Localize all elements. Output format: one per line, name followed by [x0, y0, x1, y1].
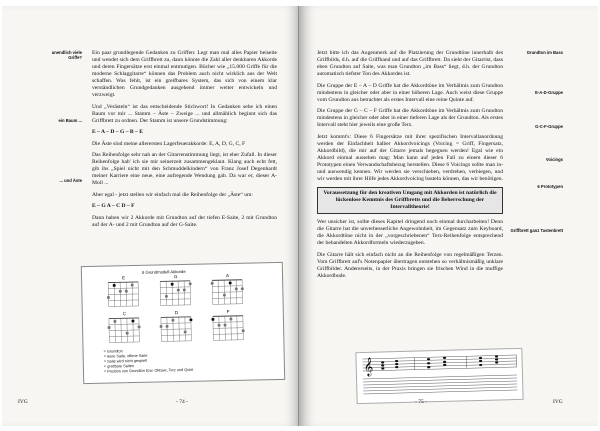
chord-name-label: C: [122, 311, 127, 317]
chord-name-label: F: [226, 309, 230, 315]
footer-code: IVG: [18, 399, 28, 405]
finger-dot: [125, 290, 128, 293]
finger-dot: [119, 290, 122, 293]
margin-note-4: Voicings: [545, 157, 563, 162]
finger-dot: [131, 284, 134, 287]
finger-dot: [189, 282, 192, 285]
finger-dot: [165, 295, 168, 298]
paragraph: Dann haben wir 2 Akkorde mit Grundton auf der tiefen E-Saite, 2 mit Grundton auf der A- und 2 mit Grundton auf der G-Saite.: [92, 214, 277, 228]
finger-dot: [183, 288, 186, 291]
finger-dot: [126, 332, 129, 335]
finger-dot: [113, 284, 116, 287]
finger-dot: [242, 329, 245, 332]
finger-dot: [171, 283, 174, 286]
left-page: [2, 6, 299, 426]
chord-grid-e: [106, 275, 138, 307]
svg-text:𝄞: 𝄞: [363, 356, 374, 376]
finger-dot: [160, 325, 163, 328]
chord-diagram-figure: [81, 262, 285, 384]
staff-and-tab: [356, 349, 522, 403]
finger-dot: [107, 296, 110, 299]
margin-note-1: Grundton im Bass: [526, 50, 563, 55]
finger-dot: [241, 287, 244, 290]
paragraph: Jetzt kommt's: Diese 6 Fingersätze mit ihrer spezifischen Intervallanordnung werden der Einfachheit halber Akkordvoicings (Voicing = Griff, Fingersatz, Akkordbild), die mir auf der Gitarre jemals begegnen werden! Egal wie ein Akkord einmal aussehen mag: Man kann auf jeden Fall zu einem dieser 6 Prototypen einen Verwandschaftsbezug herstellen. Diese 6 Voicings sollte man in- und auswendig kennen. Wir werden sie verschieben, verdrehen, verbiegen, und wir werden mit ihrer Hilfe jedes Akkordvoicing basteln können, das wir benötigen.: [317, 133, 503, 182]
finger-dot: [224, 324, 227, 327]
paragraph: Jetzt bitte ich das Augenmerk auf die Platzierung der Grundtöne innerhalb des Griffbilds, d.h. auf die Griffhand und auf das Griffbrett. Da sieht der Gitarrist, dass eben Grundton auf Saite, was man Grundton „im Bass“ liegt, d.h. der Grundton automatisch tiefster Ton des Akkordes ist.: [317, 50, 503, 77]
right-page: [301, 6, 598, 426]
highlight-box: Voraussetzung für den kreativen Umgang mit Akkorden ist natürlich die lückenlose Kenntnis des Griffbretts und die Beherrschung der Intervalltheorie!: [317, 187, 503, 214]
finger-dot: [218, 324, 221, 327]
margin-note-1: unendlich viele Griffe?: [51, 50, 82, 60]
finger-dot: [166, 325, 169, 328]
paragraph: Die Äste sind meine allerersten Lagerfeuerakkorde: E, A, D, G, C, F: [92, 140, 246, 147]
finger-dot: [223, 294, 226, 297]
finger-dot: [229, 317, 232, 320]
paragraph: Und „Verästeln“ ist das entscheidende Stichwort! In Gedanken sehe ich einen Baum vor mir ... Stamm – Äste – Zweige ... und allmählich beginnt sich das Griffbrett zu ordnen. Der Stamm ist unsere Grundstimmung:: [92, 103, 277, 124]
paragraph: Die Gruppe der G – C – F Griffe hat die Akkordtöne im Verhältnis zum Grundton mindestens in gleicher oder aber in einer tieferen Lage als der Grundton. Als erstes Intervall steht hier jeweils eine große Terz.: [317, 108, 503, 128]
paragraph: Aber egal - jetzt stellen wir einfach mal die Reihenfolge der „Äste“ um:: [92, 191, 253, 198]
paragraph: Ein paar grundlegende Gedanken zu Griffen: Legt man mal alles Papier beiseite und wendet sich dem Griffbrett zu, dann könnte die Zahl aller denkbaren Akkorde und deren Fingersätze erst einmal entmutigen. Bücher wie „15.000 Griffe für die moderne Schlaggitarre“ können das Problem auch nicht wirklich aus der Welt schaffen. Was fehlt, ist ein greifbares System, das sich von einem klar verständlichen Grundgedanken ausgehend immer weiter entwickeln und verzweigt.: [92, 50, 277, 98]
legend-item: = Grundton: [103, 349, 123, 354]
finger-dot: [211, 282, 214, 285]
tuning-line: E – A – D – G – B – E: [92, 129, 143, 135]
open-book: [2, 6, 598, 426]
finger-dot: [108, 326, 111, 329]
legend-item: = leere Saite, offene Saite: [103, 353, 148, 359]
finger-dot: [211, 318, 214, 321]
margin-note-6: Griffbrett ganz Tastenbrett: [510, 228, 563, 233]
chord-grid-d: [159, 310, 193, 342]
finger-dot: [184, 330, 187, 333]
footer-code: IVG: [553, 399, 563, 405]
chord-grid-g: [160, 274, 192, 306]
margin-note-5: 6 Prototypen: [537, 184, 563, 189]
chord-name-label: D: [174, 310, 179, 316]
chord-name-label: G: [173, 274, 178, 280]
page-number: - 75 -: [415, 399, 427, 405]
chord-name-label: A: [225, 273, 230, 279]
paragraph: Die Gruppe der E – A – D Griffe hat die Akkordtöne im Verhältnis zum Grundton mindestens in gleicher oder aber in einer höheren Lage. Auch weist diese Gruppe vom Grundton aus betrachtet als erstes Intervall eine reine Quinte auf.: [317, 82, 503, 103]
left-body-text: [92, 50, 277, 233]
chord-grid-a: [210, 273, 244, 305]
finger-dot: [171, 319, 174, 322]
finger-dot: [235, 287, 238, 290]
chord-grid-f: [211, 309, 245, 341]
margin-note-2: E-A-D-Gruppe: [535, 90, 563, 95]
chord-grid-c: [107, 311, 141, 343]
legend-item: = greifbare Saiten: [103, 364, 135, 369]
page-number: - 74 -: [176, 399, 188, 405]
reordered-chords-line: E – G A – C D – F: [92, 203, 135, 209]
diagram-legend: [104, 348, 194, 375]
paragraph: Das Reihenfolge sehr nah an der Gitarrenstimmung liegt, ist eher Zufall. In dieser Reihenfolge hab' ich sie mir seinerzeit zusammengeklaut. Klang auch echt fett, gib ihs „Spiel nicht mit den Schmuddelkindern“ von Franz Josef Degenhardt meiner Karriere eine neue, eine aufregende Wendung gab. Da war er, dieser A-Moll ...: [92, 152, 277, 186]
margin-note-2: ein Baum ...: [58, 118, 82, 123]
chord-name-label: E: [121, 275, 126, 281]
finger-dot: [189, 318, 192, 321]
finger-dot: [131, 320, 134, 323]
paragraph: Wer unsicher ist, sollte dieses Kapitel dringend noch einmal durcharbeiten! Denn die Gitarre hat die unverbesserliche Angewohnheit, im Gegensatz zum Keyboard, die Akkordtöne nicht in der „vorgeschriebenen“ Terz-Reihenfolge entsprechend der behandelten Akkordformeln wiederzugeben.: [317, 219, 503, 246]
notation-figure: [355, 348, 523, 404]
margin-note-3: ... und Äste: [59, 178, 82, 183]
legend-item: = Saite wird nicht gespielt: [103, 358, 147, 364]
legend-item: = Position von Grundton bzw. Oktave, Terz und Quint: [103, 367, 194, 374]
finger-dot: [177, 289, 180, 292]
paragraph: Die Gitarre hält sich einfach nicht an die Reihenfolge von regelmäßigen Terzen. Vom Griffbrett auf's Notenpapier übertragen entstehen so verhältnismäßig unklare Griffbilder. Andererseits, in der Praxis bringen sie frischen Wind in die muffige Akkordbude.: [317, 251, 503, 279]
margin-note-3: G-C-F-Gruppe: [535, 124, 563, 129]
finger-dot: [113, 320, 116, 323]
finger-dot: [138, 325, 141, 328]
right-body-text: [317, 50, 503, 284]
diagram-title: 6 Grundmodell Akkorde: [141, 268, 186, 275]
finger-dot: [229, 281, 232, 284]
